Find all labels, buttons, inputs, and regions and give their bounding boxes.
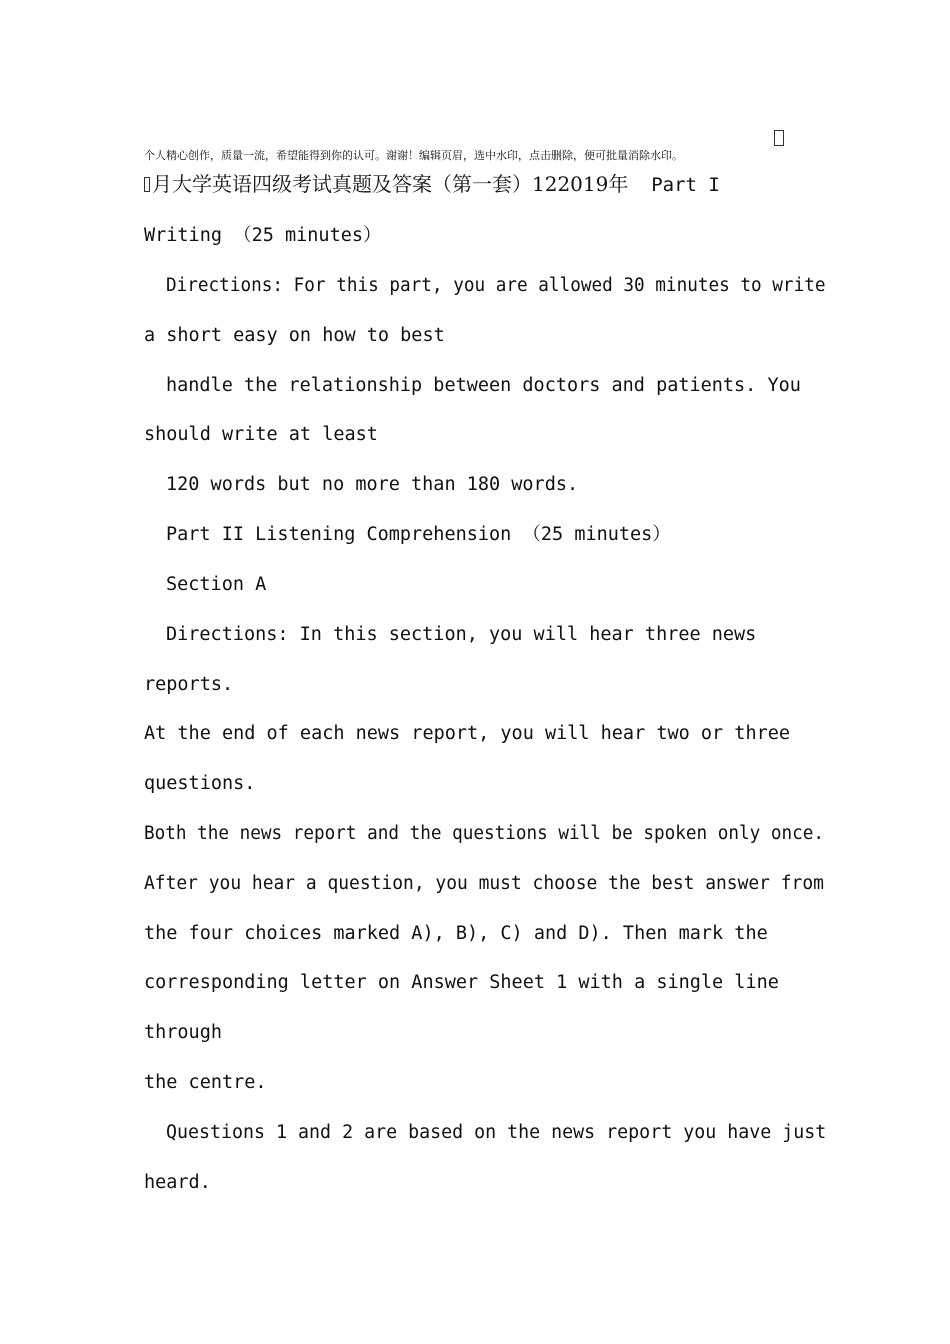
body-line: corresponding letter on Answer Sheet 1 with a single line — [144, 972, 779, 993]
body-line: Directions: For this part, you are allowed 30 minutes to write — [166, 275, 826, 296]
body-line: should write at least — [144, 424, 378, 445]
writing-heading: Writing （25 minutes） — [144, 225, 382, 246]
exam-title — [144, 170, 824, 199]
body-line: reports. — [144, 674, 234, 695]
placeholder-glyph-icon — [774, 130, 784, 146]
body-line: Both the news report and the questions will be spoken only once. — [144, 823, 825, 844]
body-line: 120 words but no more than 180 words. — [166, 474, 579, 495]
header-watermark-note: 个人精心创作，质量一流，希望能得到你的认可。谢谢！编辑页眉，选中水印，点击删除，便可批量消除水印。 — [144, 149, 683, 162]
body-line: through — [144, 1022, 222, 1043]
exam-title-part: Part I — [628, 174, 720, 196]
exam-title-cjk: 月大学英语四级考试真题及答案（第一套）122019年 — [152, 172, 629, 196]
body-line: After you hear a question, you must choose the best answer from — [144, 873, 824, 894]
body-line: handle the relationship between doctors and patients. You — [166, 375, 801, 396]
body-line: Directions: In this section, you will hear three news — [166, 624, 757, 645]
body-line: the four choices marked A), B), C) and D). Then mark the — [144, 923, 768, 944]
body-line: the centre. — [144, 1072, 267, 1093]
body-line: heard. — [144, 1172, 211, 1193]
body-line: Questions 1 and 2 are based on the news report you have just — [166, 1122, 827, 1143]
missing-glyph-icon — [144, 177, 150, 192]
section-heading: Section A — [166, 574, 267, 595]
body-line: questions. — [144, 773, 256, 794]
body-line: a short easy on how to best — [144, 325, 445, 346]
listening-heading: Part II Listening Comprehension （25 minutes） — [166, 524, 671, 545]
body-line: At the end of each news report, you will hear two or three — [144, 723, 791, 744]
